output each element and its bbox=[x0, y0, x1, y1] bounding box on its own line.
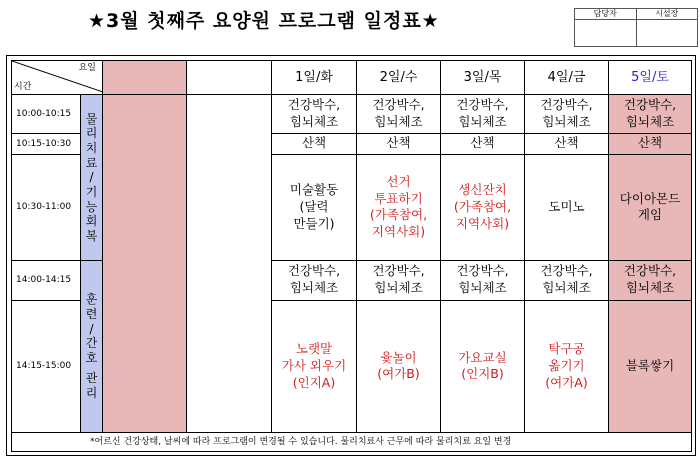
program-cell: 다이아몬드 게임 bbox=[609, 154, 692, 260]
program-cell: 건강박수, 힘뇌체조 bbox=[609, 95, 692, 134]
program-cell: 건강박수, 힘뇌체조 bbox=[609, 260, 692, 300]
program-cell: 건강박수, 힘뇌체조 bbox=[272, 95, 357, 134]
side-label-nursing: 훈 련 / 간 호 관 리 bbox=[81, 260, 103, 432]
schedule-table bbox=[11, 60, 692, 452]
header-row bbox=[12, 61, 692, 95]
program-cell: 산책 bbox=[525, 133, 609, 154]
approval-box bbox=[574, 8, 698, 47]
footer-row bbox=[12, 433, 692, 452]
time-slot: 10:30-11:00 bbox=[12, 154, 81, 260]
day-header-3: 3일/목 bbox=[441, 61, 525, 95]
day-header-4: 4일/금 bbox=[525, 61, 609, 95]
day-header-2: 2일/수 bbox=[357, 61, 441, 95]
day-axis-label: 요일 bbox=[78, 63, 96, 73]
time-axis-label: 시간 bbox=[14, 82, 32, 93]
program-cell: 산책 bbox=[357, 133, 441, 154]
program-cell: 건강박수, 힘뇌체조 bbox=[272, 260, 357, 300]
side-label-therapy: 물 리 치 료 / 기 능 회 복 bbox=[81, 95, 103, 261]
approval-sign-manager bbox=[575, 20, 637, 47]
day-header-5-saturday: 5일/토 bbox=[609, 61, 692, 95]
blank-column-header bbox=[187, 61, 272, 95]
corner-cell bbox=[12, 61, 103, 95]
program-cell: 미술활동 (달력 만들기) bbox=[272, 154, 357, 260]
time-slot: 14:15-15:00 bbox=[12, 300, 81, 433]
day-header-1: 1일/화 bbox=[272, 61, 357, 95]
program-cell: 산책 bbox=[441, 133, 525, 154]
blank-column bbox=[187, 95, 272, 433]
approval-header-director: 시설장 bbox=[636, 9, 698, 20]
program-cell: 건강박수, 힘뇌체조 bbox=[441, 95, 525, 134]
program-cell: 건강박수, 힘뇌체조 bbox=[525, 260, 609, 300]
pink-column bbox=[103, 95, 187, 433]
schedule-row bbox=[12, 95, 692, 134]
approval-sign-director bbox=[636, 20, 698, 47]
program-cell: 노랫말 가사 외우기 (인지A) bbox=[272, 300, 357, 433]
page-title: ★3월 첫째주 요양원 프로그램 일정표★ bbox=[88, 10, 440, 32]
time-slot: 10:15-10:30 bbox=[12, 133, 81, 154]
time-slot: 10:00-10:15 bbox=[12, 95, 81, 134]
program-cell: 도미노 bbox=[525, 154, 609, 260]
program-cell: 생신잔치 (가족참여, 지역사회) bbox=[441, 154, 525, 260]
time-slot: 14:00-14:15 bbox=[12, 260, 81, 300]
program-cell: 블록쌓기 bbox=[609, 300, 692, 433]
program-cell: 윷놀이 (여가B) bbox=[357, 300, 441, 433]
program-cell: 건강박수, 힘뇌체조 bbox=[357, 95, 441, 134]
program-cell: 건강박수, 힘뇌체조 bbox=[441, 260, 525, 300]
program-cell: 탁구공 옮기기 (여가A) bbox=[525, 300, 609, 433]
footer-note: *어르신 건강상태, 날씨에 따라 프로그램이 변경될 수 있습니다. 물리치료사 근무에 따라 물리치료 요일 변경 bbox=[12, 433, 692, 452]
program-cell: 건강박수, 힘뇌체조 bbox=[357, 260, 441, 300]
pink-column-header bbox=[103, 61, 187, 95]
program-cell: 산책 bbox=[272, 133, 357, 154]
program-cell: 선거 투표하기 (가족참여, 지역사회) bbox=[357, 154, 441, 260]
program-cell: 건강박수, 힘뇌체조 bbox=[525, 95, 609, 134]
program-cell: 산책 bbox=[609, 133, 692, 154]
approval-header-manager: 담당자 bbox=[575, 9, 637, 20]
program-cell: 가요교실 (인지B) bbox=[441, 300, 525, 433]
